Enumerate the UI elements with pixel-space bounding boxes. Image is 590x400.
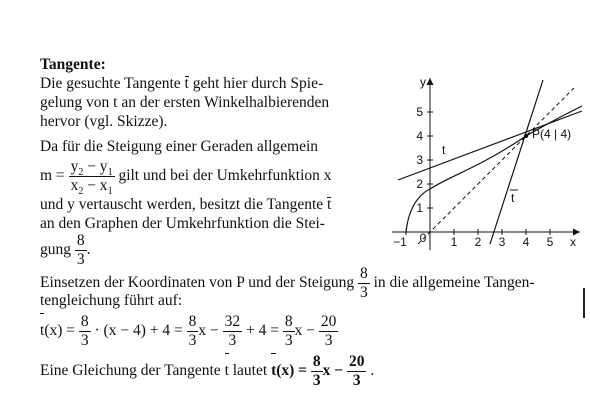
point-p-marker [524,134,528,138]
tangent-t-line [398,111,582,180]
text: Die gesuchte Tangente [40,75,181,92]
x-tick-label: 1 [450,235,458,249]
paragraph-1-line-2: gelung von t an der ersten Winkelhalbierenden [40,94,330,111]
x-tick-label: 3 [498,235,506,249]
tangent-equation: t(x) = $\frac{8}{3}$ · (x − 4) + 4 = $\frac{8}{3}$ x − $\frac{32}{3}$ + 4 = $\frac{8}{3}$ x − $\frac{20}{3}$ [40,313,337,349]
scrollbar-thumb[interactable] [583,288,585,318]
slope-fraction: $\frac{8}{3}$ [76,232,85,268]
tbar-symbol: t [225,352,229,390]
text: geht hier durch Spie- [192,75,324,92]
text: Einsetzen der Koordinaten von P und der Steigung [40,274,355,291]
t-label: t [442,143,446,157]
tbar-symbol: t [40,312,44,350]
tbar-symbol: t [327,196,332,213]
y-tick-label: 3 [416,153,423,167]
paragraph-1-line-1 [40,75,323,93]
point-p-label: P(4 | 4) [532,127,572,141]
paragraph-2-line-3 [40,196,331,214]
x-tick-label: −1 [393,235,407,249]
text: und y vertauscht werden, besitzt die Tangente [40,196,324,213]
y-tick-label: 1 [416,201,423,215]
x-tick-label: 4 [522,235,530,249]
paragraph-2-line-5: gung $\frac{8}{3}$ . [40,232,91,268]
tbar-label: t [511,191,515,205]
x-tick-label: 5 [546,235,554,249]
paragraph-2-line-2 [40,158,332,197]
angle-bisector-line [418,88,574,244]
function-graph-curve [406,106,582,232]
slope-formula-fraction: $\frac{y_2 - y_1}{x_2 - x_1}$ [70,158,113,197]
text: gilt und bei der Umkehrfunktion x [118,167,332,184]
tangent-sketch [390,72,585,252]
tbar-symbol: t [184,75,189,92]
m-equals: m = [40,167,65,184]
paragraph-2-line-1: Da für die Steigung einer Geraden allgemein [40,138,319,155]
y-tick-label: 4 [416,129,423,143]
y-tick-label: 2 [416,177,423,191]
paragraph-1-line-3: hervor (vgl. Skizze). [40,113,168,130]
x-tick-label: 0 [419,231,427,245]
paragraph-3-line-2: tengleichung führt auf: [40,292,183,309]
text: in die allgemeine Tangen- [373,274,535,291]
x-axis-label: x [570,235,576,249]
y-axis-label: y [420,75,426,89]
slope-fraction: $\frac{8}{3}$ [359,265,368,301]
x-tick-label: 2 [474,235,482,249]
text: gung [40,241,71,258]
paragraph-2-line-4: an den Graphen der Umkehrfunktion die Stei- [40,215,325,232]
final-equation: t(x) = $\frac{8}{3}$ x − $\frac{20}{3}$ [271,353,365,389]
y-tick-label: 5 [416,105,423,119]
tangent-tbar-line [490,80,543,244]
y-axis-arrow-icon [427,78,434,85]
final-answer-line: Eine Gleichung der Tangente t lautet t(x) = $\frac{8}{3}$ x − $\frac{20}{3}$ . [40,353,375,389]
section-heading: Tangente: [40,56,106,73]
